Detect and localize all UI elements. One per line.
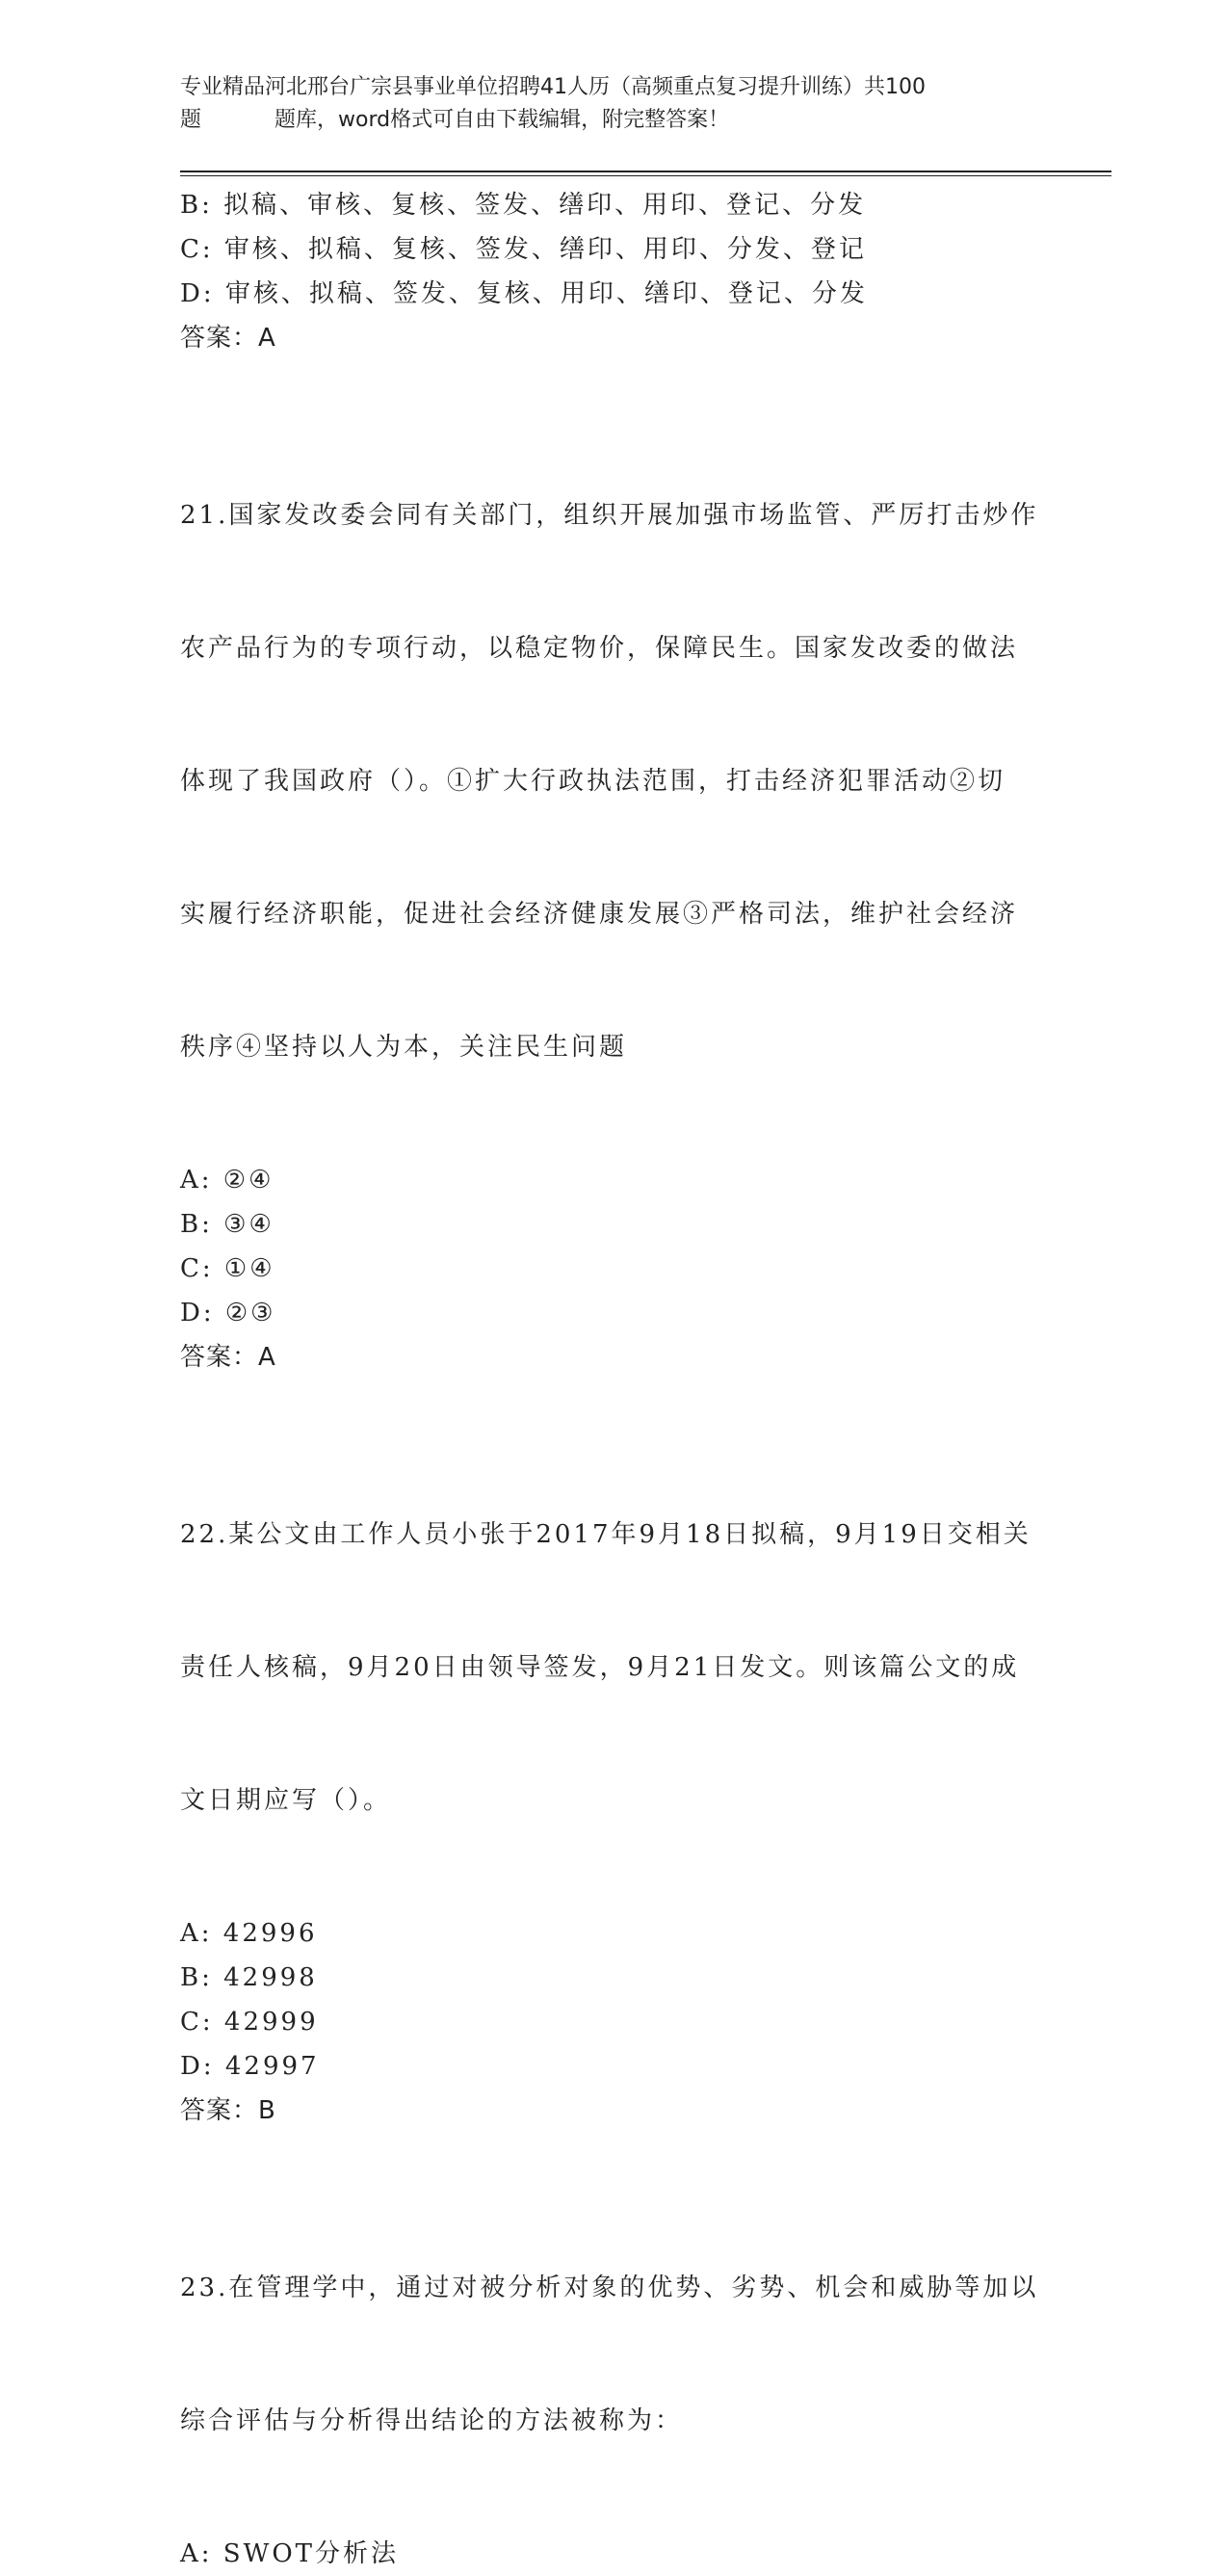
question-text-line: 22.某公文由工作人员小张于2017年9月18日拟稿，9月19日交相关 [180, 1520, 1032, 1549]
option-c: C: ①④ [180, 1254, 275, 1283]
header-title-line-2 [180, 104, 1047, 137]
question-text-line: 23.在管理学中，通过对被分析对象的优势、劣势、机会和威胁等加以 [180, 2274, 1039, 2302]
question-text [180, 1424, 1047, 1911]
question-text-line: 综合评估与分析得出结论的方法被称为： [180, 2406, 684, 2435]
option-d: D: ②③ [180, 1299, 276, 1327]
question-22 [180, 1424, 1047, 2133]
option-c: C: 42999 [180, 2008, 319, 2037]
question-21 [180, 405, 1047, 1380]
option-b: B: ③④ [180, 1210, 274, 1239]
option-a: A: SWOT分析法 [180, 2539, 399, 2568]
question-text-line: 农产品行为的专项行动，以稳定物价，保障民生。国家发改委的做法 [180, 634, 1019, 663]
answer-line: 答案：B [180, 2096, 276, 2125]
option-d: D: 审核、拟稿、签发、复核、用印、缮印、登记、分发 [180, 279, 868, 308]
question-text-line: 体现了我国政府（）。①扩大行政执法范围，打击经济犯罪活动②切 [180, 767, 1006, 796]
question-text-line: 责任人核稿，9月20日由领导签发，9月21日发文。则该篇公文的成 [180, 1653, 1020, 1682]
question-text-line: 文日期应写（）。 [180, 1786, 392, 1815]
answer-line: 答案：A [180, 324, 276, 353]
option-b: B: 拟稿、审核、复核、签发、缮印、用印、登记、分发 [180, 191, 867, 220]
option-d: D: 42997 [180, 2052, 320, 2081]
question-23 [180, 2177, 1047, 2576]
header-divider-thick [180, 171, 1111, 172]
option-a: A: ②④ [180, 1166, 274, 1195]
option-b: B: 42998 [180, 1963, 318, 1992]
document-header [180, 71, 1047, 137]
answer-line: 答案：A [180, 1343, 276, 1372]
header-title-line-1: 专业精品河北邢台广宗县事业单位招聘41人历（高频重点复习提升训练）共100 [180, 75, 926, 99]
option-a: A: 42996 [180, 1919, 318, 1948]
option-c: C: 审核、拟稿、复核、签发、缮印、用印、分发、登记 [180, 235, 867, 264]
question-text [180, 2177, 1047, 2532]
question-text-line: 21.国家发改委会同有关部门，组织开展加强市场监管、严厉打击炒作 [180, 501, 1039, 530]
document-body [180, 183, 1047, 2576]
question-text-line: 实履行经济职能，促进社会经济健康发展③严格司法，维护社会经济 [180, 900, 1019, 929]
header-title-line-2-end: 题库，word格式可自由下载编辑，附完整答案！ [274, 108, 730, 132]
prev-question-block [180, 183, 1047, 360]
question-text-line: 秩序④坚持以人为本，关注民生问题 [180, 1033, 628, 1062]
header-title-line-2-start: 题 [180, 108, 202, 132]
header-divider-thin [180, 175, 1111, 176]
question-text [180, 405, 1047, 1158]
